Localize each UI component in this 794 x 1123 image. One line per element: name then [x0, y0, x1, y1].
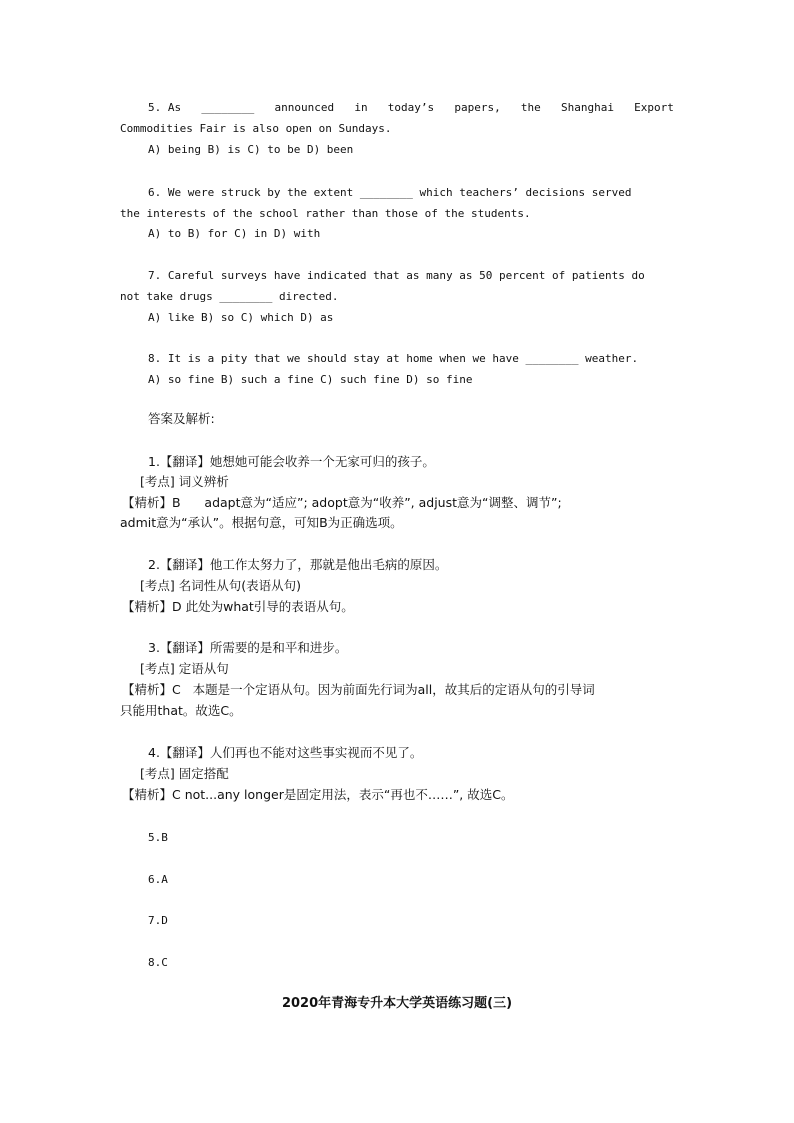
- answer-6: 6.A: [148, 873, 168, 886]
- word: the: [520, 101, 541, 114]
- question-7-line2: not take drugs ________ directed.: [120, 290, 339, 303]
- word: in: [354, 101, 368, 114]
- explanation-4-point: [考点] 固定搭配: [140, 766, 229, 781]
- question-number: 5.: [148, 101, 162, 114]
- word: Shanghai: [560, 101, 614, 114]
- question-8-options: A) so fine B) such a fine C) such fine D) so fine: [148, 373, 473, 386]
- explanation-1-translation: 1.【翻译】她想她可能会收养一个无家可归的孩子。: [148, 454, 435, 469]
- blank: ________: [201, 101, 255, 114]
- answer-5: 5.B: [148, 831, 168, 844]
- explanation-1-analysis: 【精析】B adapt意为“适应”; adopt意为“收养”, adjust意为“调整、调节”;: [122, 495, 562, 510]
- word: papers,: [454, 101, 501, 114]
- word: announced: [274, 101, 335, 114]
- word: today’s: [387, 101, 435, 114]
- answers-heading: 答案及解析:: [148, 411, 215, 426]
- explanation-1-analysis-cont: admit意为“承认”。根据句意，可知B为正确选项。: [120, 515, 403, 530]
- question-text: We were struck by the extent ________ which teachers’ decisions served: [167, 186, 632, 199]
- question-5-line1: [148, 100, 674, 116]
- question-number: 7.: [148, 269, 162, 282]
- question-7-line1: [148, 268, 645, 284]
- explanation-3-point: [考点] 定语从句: [140, 661, 229, 676]
- explanation-3-translation: 3.【翻译】所需要的是和平和进步。: [148, 640, 348, 655]
- section-title: 2020年青海专升本大学英语练习题(三): [281, 996, 513, 1011]
- question-number: 8.: [148, 352, 162, 365]
- question-5-options: A) being B) is C) to be D) been: [148, 143, 354, 156]
- explanation-3-analysis-cont: 只能用that。故选C。: [120, 703, 242, 718]
- answer-7: 7.D: [148, 914, 168, 927]
- explanation-1-point: [考点] 词义辨析: [140, 474, 229, 489]
- explanation-2-translation: 2.【翻译】他工作太努力了，那就是他出毛病的原因。: [148, 557, 448, 572]
- explanation-4-translation: 4.【翻译】人们再也不能对这些事实视而不见了。: [148, 745, 423, 760]
- question-8-line1: [148, 351, 638, 367]
- question-5-line2: Commodities Fair is also open on Sundays.: [120, 122, 392, 135]
- word: Export: [634, 101, 674, 114]
- question-6-line1: [148, 185, 631, 201]
- word: As: [167, 101, 182, 114]
- question-7-options: A) like B) so C) which D) as: [148, 311, 334, 324]
- explanation-3-analysis: 【精析】C 本题是一个定语从句。因为前面先行词为all，故其后的定语从句的引导词: [122, 682, 595, 697]
- answer-8: 8.C: [148, 956, 168, 969]
- explanation-2-point: [考点] 名词性从句(表语从句): [140, 578, 301, 593]
- explanation-2-analysis: 【精析】D 此处为what引导的表语从句。: [122, 599, 354, 614]
- question-6-line2: the interests of the school rather than those of the students.: [120, 207, 531, 220]
- explanation-4-analysis: 【精析】C not...any longer是固定用法，表示“再也不……”, 故选C。: [122, 787, 514, 802]
- question-6-options: A) to B) for C) in D) with: [148, 227, 321, 240]
- question-number: 6.: [148, 186, 162, 199]
- question-text: It is a pity that we should stay at home when we have ________ weather.: [167, 352, 639, 365]
- question-text: Careful surveys have indicated that as many as 50 percent of patients do: [167, 269, 645, 282]
